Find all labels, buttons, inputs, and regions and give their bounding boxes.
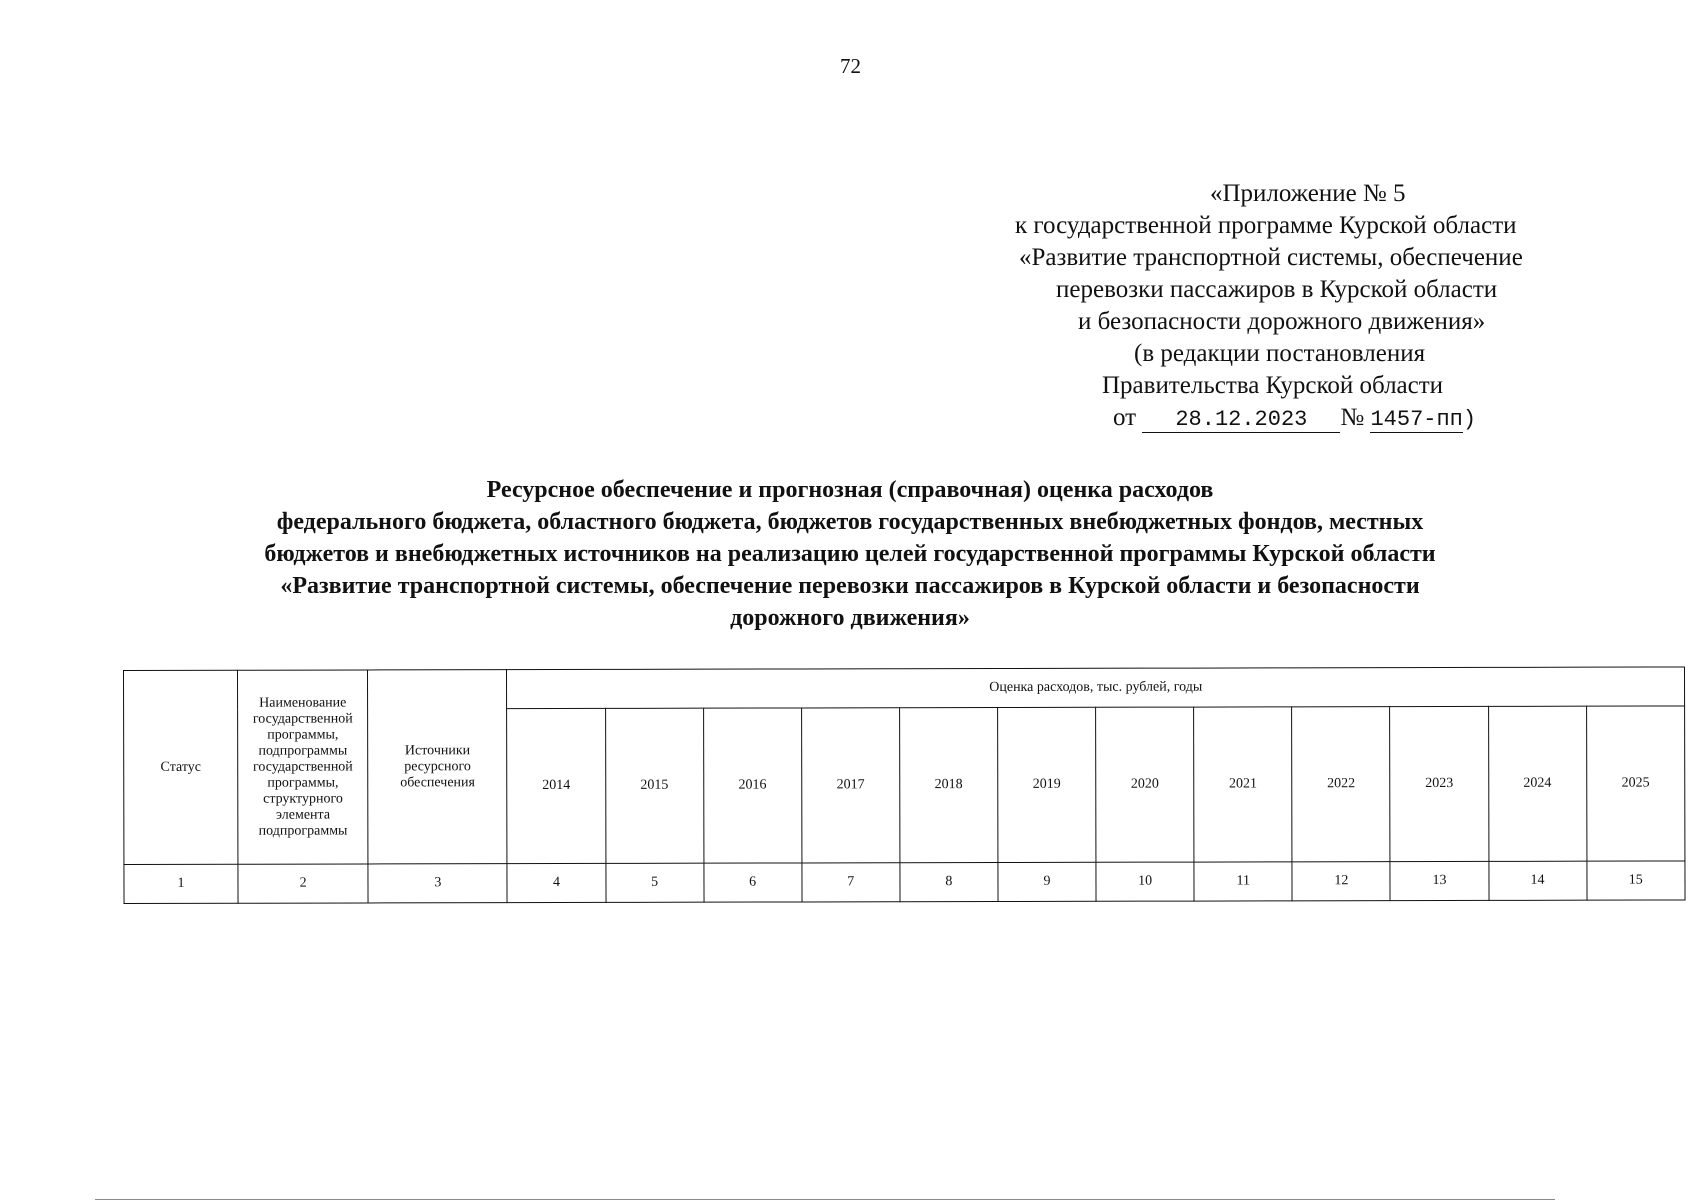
column-number: 13 <box>1390 861 1488 900</box>
date-prefix: от <box>1113 404 1137 431</box>
appendix-line: «Развитие транспортной системы, обеспечение <box>1019 244 1523 271</box>
table-header-row <box>124 667 1685 710</box>
year-header: 2023 <box>1390 706 1488 861</box>
appendix-line: перевозки пассажиров в Курской области <box>1056 276 1498 303</box>
year-header: 2016 <box>703 708 801 863</box>
column-number: 8 <box>900 863 998 902</box>
appendix-line: (в редакции постановления <box>1134 340 1426 367</box>
year-header: 2021 <box>1194 707 1292 862</box>
column-number: 9 <box>998 862 1096 901</box>
year-header: 2018 <box>899 708 997 863</box>
date-underline <box>1142 406 1340 433</box>
header-status: Статус <box>124 670 239 864</box>
column-number: 15 <box>1587 861 1685 900</box>
document-title <box>100 474 1600 634</box>
header-sources: Источники ресурсного обеспечения <box>368 670 508 864</box>
appendix-date-line <box>1000 402 1600 436</box>
title-line: бюджетов и внебюджетных источников на реализацию целей государственной программы Курской области <box>264 541 1436 567</box>
column-number: 3 <box>368 864 507 903</box>
year-header: 2022 <box>1292 707 1390 862</box>
year-header: 2017 <box>801 708 899 863</box>
title-line: дорожного движения» <box>730 605 970 631</box>
appendix-line: «Приложение № 5 <box>1210 180 1406 207</box>
header-expense-estimate: Оценка расходов, тыс. рублей, годы <box>507 667 1685 709</box>
appendix-line: Правительства Курской области <box>1102 372 1444 399</box>
year-header: 2024 <box>1488 706 1586 861</box>
column-number: 1 <box>124 864 238 903</box>
budget-table <box>123 666 1686 904</box>
year-header: 2015 <box>605 708 703 863</box>
number-value: 1457-пп <box>1370 407 1463 432</box>
column-number: 6 <box>704 863 802 902</box>
year-header: 2014 <box>507 708 605 863</box>
number-underline <box>1370 406 1462 433</box>
appendix-block <box>1000 178 1600 436</box>
year-header: 2025 <box>1586 706 1685 861</box>
table-number-row <box>124 861 1685 904</box>
column-number: 10 <box>1096 862 1194 901</box>
appendix-line: к государственной программе Курской области <box>1015 212 1517 239</box>
page-number: 72 <box>840 54 861 78</box>
title-line: Ресурсное обеспечение и прогнозная (справочная) оценка расходов <box>486 477 1214 503</box>
column-number: 4 <box>507 863 605 902</box>
number-suffix: ) <box>1462 407 1477 432</box>
column-number: 7 <box>802 863 900 902</box>
year-header: 2020 <box>1096 707 1194 862</box>
appendix-line: и безопасности дорожного движения» <box>1078 308 1486 335</box>
column-number: 2 <box>238 864 368 903</box>
title-line: федерального бюджета, областного бюджета, бюджетов государственных внебюджетных фондов, местных <box>276 509 1424 535</box>
header-program-name: Наименование государственной программы, подпрограммы государственной программы, структурного элемента подпрограммы <box>238 670 369 864</box>
date-value: 28.12.2023 <box>1175 407 1308 432</box>
title-line: «Развитие транспортной системы, обеспечение перевозки пассажиров в Курской области и безопасности <box>280 573 1420 599</box>
column-number: 12 <box>1292 862 1390 901</box>
year-header: 2019 <box>998 707 1096 862</box>
column-number: 5 <box>605 863 703 902</box>
column-number: 11 <box>1194 862 1292 901</box>
column-number: 14 <box>1488 861 1586 900</box>
number-prefix: № <box>1340 404 1365 431</box>
